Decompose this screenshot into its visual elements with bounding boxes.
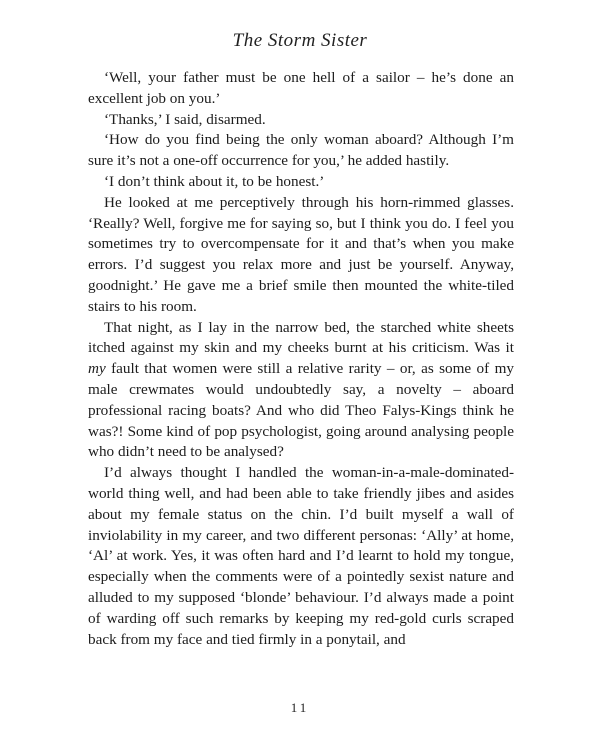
running-head: The Storm Sister [232,30,368,51]
paragraph-1: ‘Well, your father must be one hell of a sailor – he’s done an excellent job on you.’ [88,69,514,107]
paragraph-6-part-2: fault that women were still a relative rarity – or, as some of my male crewmates would undoubtedly say, a novelty – aboard professional racing boats? And who did Theo Falys-Kings think he was?! Some kind of pop psychologist, going around analysing people who didn’t need to be analysed? [88,360,514,461]
paragraph-7: I’d always thought I handled the woman-in-a-male-dominated-world thing well, and had been able to take friendly jibes and asides about my female status on the chin. I’d built myself a wall of inviolability in my career, and two different personas: ‘Ally’ at home, ‘Al’ at work. Yes, it was often hard and I’d learnt to hold my tongue, especially when the comments were of a pointedly sexist nature and alluded to my supposed ‘blonde’ behaviour. I’d always made a point of warding off such remarks by keeping my red-gold curls scraped back from my face and tied firmly in a ponytail, and [88,464,514,648]
paragraph-6-part-1: That night, as I lay in the narrow bed, the starched white sheets itched against my skin and my cheeks burnt at his criticism. Was it [88,318,514,357]
paragraph-2: ‘Thanks,’ I said, disarmed. [104,110,266,128]
paragraph-3: ‘How do you find being the only woman aboard? Although I’m sure it’s not a one-off occurrence for you,’ he added hastily. [88,131,514,170]
paragraph-5: He looked at me perceptively through his horn-rimmed glasses. ‘Really? Well, forgive me for saying so, but I think you do. I feel you sometimes try to overcompensate for it and that’s when you make errors. I’d suggest you relax more and just be yourself. Anyway, goodnight.’ He gave me a brief smile then mounted the white-tiled stairs to his room. [88,193,514,315]
paragraph-4: ‘I don’t think about it, to be honest.’ [104,172,325,190]
page-number: 11 [290,700,310,715]
paragraph-6 [88,318,514,464]
paragraph-6-emphasis: my [88,360,106,378]
body-text [88,68,514,650]
